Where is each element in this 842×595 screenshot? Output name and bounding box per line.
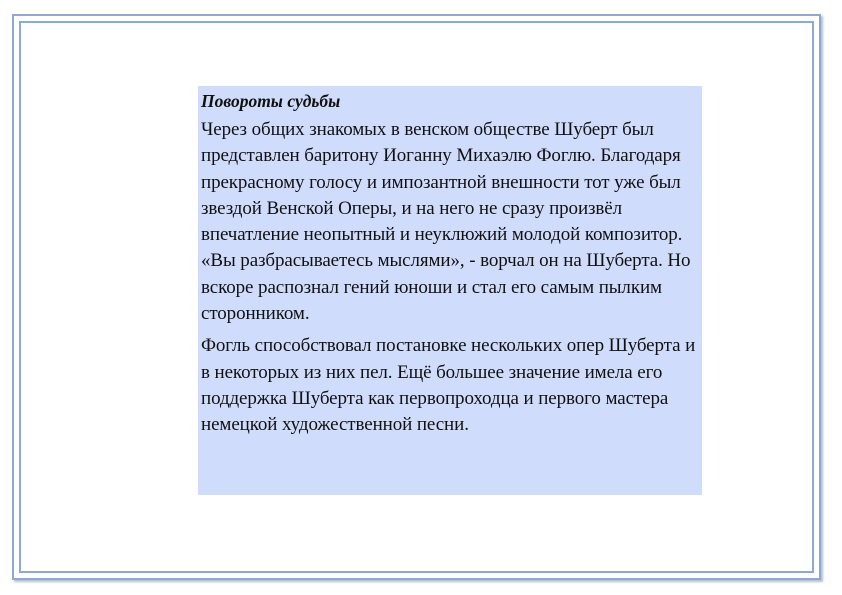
paragraph-1: Через общих знакомых в венском обществе Шуберт был представлен баритону Иоганну Михаэлю Фоглю. Благодаря прекрасному голосу и импозантной внешности тот уже был звездой Венской Оперы, и на него не сразу произвёл впечатление неопытный и неуклюжий молодой композитор. «Вы разбрасываетесь мыслями», - ворчал он на Шуберта. Но вскоре распознал гений юноши и стал его самым пылким сторонником. (201, 119, 691, 325)
text-box (198, 86, 702, 495)
paragraph-2: Фогль способствовал постановке нескольких опер Шуберта и в некоторых из них пел. Ещё большее значение имела его поддержка Шуберта как первопроходца и первого мастера немецкой художественной песни. (201, 335, 696, 436)
section-title: Повороты судьбы (201, 91, 341, 111)
